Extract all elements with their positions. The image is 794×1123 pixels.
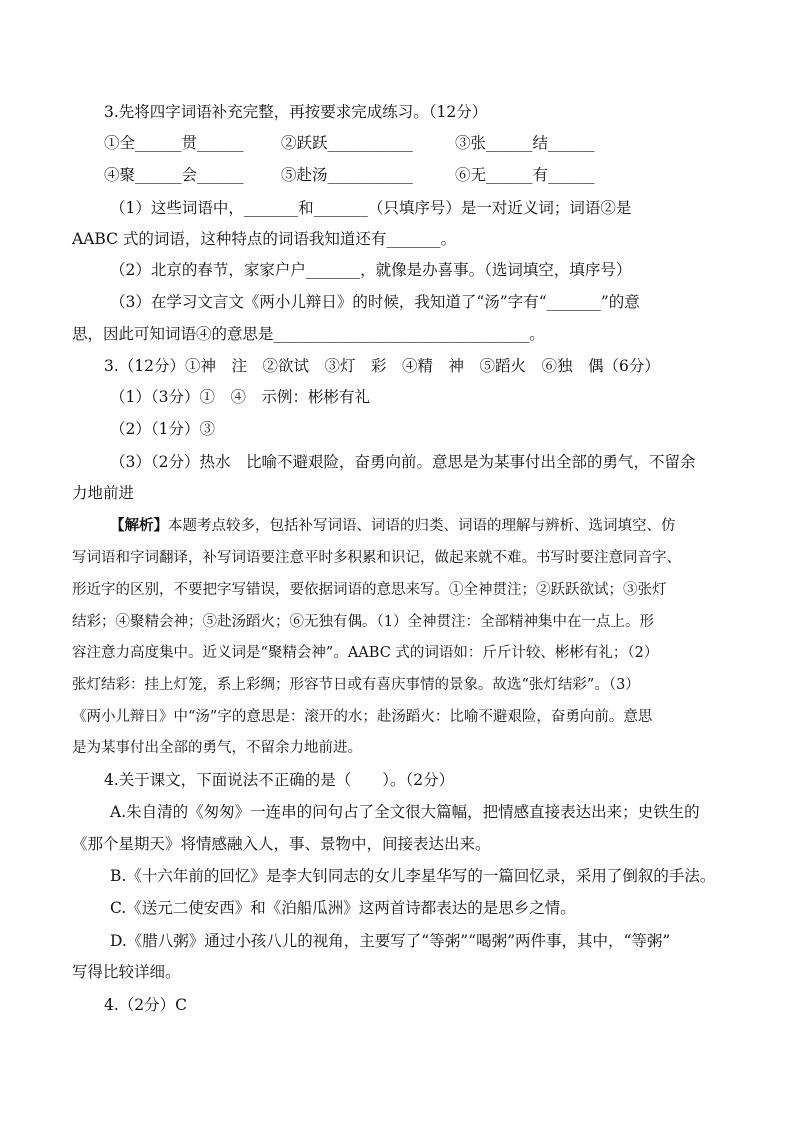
question-4-title: 4.关于课文，下面说法不正确的是（ ）。（2分） [104, 771, 455, 789]
analysis-line1 [110, 515, 676, 537]
answer-3-line2: （1）（3分）① ④ 示例：彬彬有礼 [110, 388, 370, 406]
analysis-line2: 写词语和字词翻译，补写词语要注意平时多积累和识记，做起来就不难。书写时要注意同音字、 [72, 550, 681, 566]
blank-item-1: ①全______贯______ [104, 134, 244, 152]
analysis-line5: 容注意力高度集中。近义词是“聚精会神”。AABC 式的词语如：斤斤计较、彬彬有礼；（2） [72, 645, 659, 661]
q3-sub1-line1: （1）这些词语中，_______和_______（只填序号）是一对近义词；词语②是 [110, 199, 632, 217]
analysis-line6: 张灯结彩：挂上灯笼，系上彩绸；形容节日或有喜庆事情的景象。故选“张灯结彩”。（3） [72, 677, 640, 693]
analysis-line8: 是为某事付出全部的勇气，不留余力地前进。 [72, 740, 362, 756]
q3-sub2: （2）北京的春节，家家户户_______，就像是办喜事。（选词填空，填序号） [110, 261, 632, 279]
blank-item-3: ③张______结______ [455, 134, 595, 152]
q4-option-a-line1: A.朱自清的《匆匆》一连串的问句占了全文很大篇幅，把情感直接表达出来；史铁生的 [110, 803, 700, 821]
blank-item-4: ④聚______会______ [104, 166, 244, 184]
q4-option-a-line2: 《那个星期天》将情感融入人，事、景物中，间接表达出来。 [72, 835, 491, 853]
question-3-title: 3.先将四字词语补充完整，再按要求完成练习。（12分） [104, 103, 488, 121]
answer-3-line5: 力地前进 [72, 484, 135, 502]
blank-item-2: ②跃跃___________ [281, 134, 413, 152]
analysis-line3: 形近字的区别，不要把字写错误，要依据词语的意思来写。①全神贯注；②跃跃欲试；③张灯 [72, 582, 667, 598]
q3-sub3-line1: （3）在学习文言文《两小儿辩日》的时候，我知道了“汤”字有“_______”的意 [110, 293, 640, 311]
q4-option-d-line1: D.《腊八粥》通过小孩八儿的视角，主要写了“等粥”“喝粥”两件事，其中，“等粥” [110, 932, 671, 950]
q3-sub3-line2: 思，因此可知词语④的意思是_________________________________。 [72, 325, 545, 343]
q3-sub1-line2: AABC 式的词语，这种特点的词语我知道还有_______。 [72, 230, 457, 248]
analysis-text: 本题考点较多，包括补写词语、词语的归类、词语的理解与辨析、选词填空、仿 [168, 518, 676, 534]
answer-3-line3: （2）（1分）③ [110, 420, 215, 438]
blank-item-6: ⑥无______有______ [455, 166, 595, 184]
analysis-tag: 【解析】 [110, 517, 168, 534]
analysis-line4: 结彩；④聚精会神；⑤赴汤蹈火；⑥无独有偶。（1）全神贯注：全部精神集中在一点上。形 [72, 614, 654, 630]
q4-option-c: C.《送元二使安西》和《泊船瓜洲》这两首诗都表达的是思乡之情。 [110, 899, 576, 917]
answer-4: 4.（2分）C [104, 996, 188, 1014]
q4-option-d-line2: 写得比较详细。 [72, 963, 181, 981]
analysis-line7: 《两小儿辩日》中“汤”字的意思是：滚开的水；赴汤蹈火：比喻不避艰险，奋勇向前。意思 [72, 709, 653, 725]
answer-3-line1: 3.（12分）①神 注 ②欲试 ③灯 彩 ④精 神 ⑤蹈火 ⑥独 偶（6分） [104, 357, 660, 375]
answer-3-line4: （3）（2分）热水 比喻不避艰险，奋勇向前。意思是为某事付出全部的勇气，不留余 [110, 453, 696, 471]
blank-item-5: ⑤赴汤___________ [281, 166, 413, 184]
q4-option-b: B.《十六年前的回忆》是李大钊同志的女儿李星华写的一篇回忆录，采用了倒叙的手法。 [110, 867, 716, 885]
